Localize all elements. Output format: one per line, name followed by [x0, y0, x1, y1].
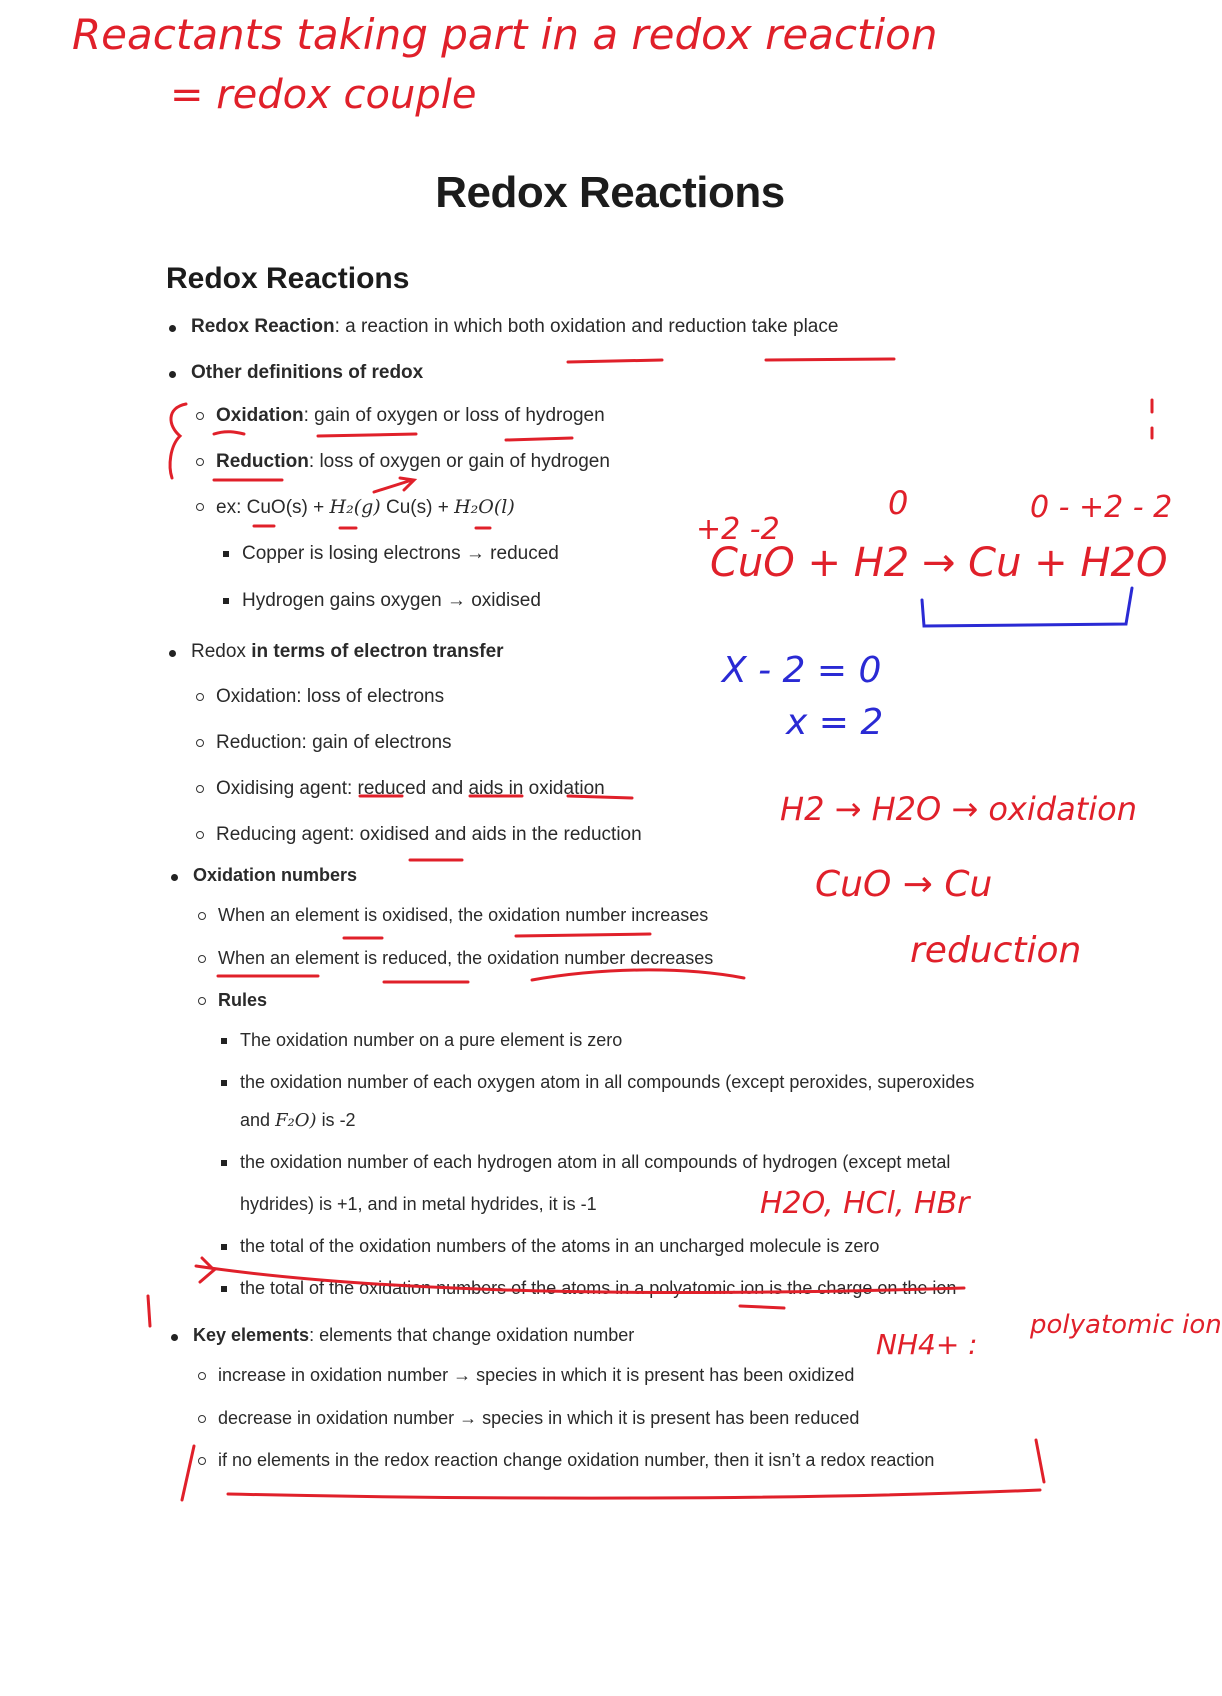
underline-mark: [196, 1266, 964, 1293]
heading-text: Other definitions of redox: [191, 362, 424, 383]
underline-mark: [218, 970, 744, 982]
term-label: Redox Reaction: [191, 316, 335, 337]
handwritten-calc-line2: x = 2: [786, 702, 884, 743]
example-math: H₂(g): [329, 496, 381, 518]
brace-mark: [170, 404, 186, 478]
list-item: When an element is reduced, the oxidation number decreases: [218, 948, 714, 968]
list-item: the oxidation number of each oxygen atom in all compounds (except peroxides, superoxides: [240, 1072, 975, 1092]
list-item: decrease in oxidation number → species in which it is present has been reduced: [218, 1408, 860, 1428]
page-title: Redox Reactions: [435, 168, 785, 217]
underline-mark: [740, 1306, 784, 1308]
handwritten-reduction-word: reduction: [910, 930, 1082, 971]
handwritten-oxidation-states-left: +2 -2: [696, 512, 780, 547]
list-item: increase in oxidation number → species in which it is present has been oxidized: [218, 1365, 855, 1385]
example-math: H₂O(l): [454, 496, 515, 518]
list-item: When an element is oxidised, the oxidation number increases: [218, 905, 709, 925]
example-text: Cu(s) +: [385, 497, 449, 518]
handwritten-equation: CuO + H2 → Cu + H2O: [710, 540, 1168, 586]
list-item: Copper is losing electrons → reduced: [242, 543, 559, 564]
list-item: Oxidising agent: reduced and aids in oxidation: [216, 778, 605, 799]
underline-mark: [568, 359, 894, 362]
list-item: The oxidation number on a pure element is zero: [240, 1030, 623, 1050]
underline-mark: [254, 526, 490, 528]
term-label: in terms of electron transfer: [251, 641, 504, 662]
underline-mark: [214, 432, 572, 440]
underline-mark: [228, 1490, 1040, 1498]
example-text: ex: CuO(s) +: [216, 497, 325, 518]
term-label: Key elements: [193, 1325, 310, 1345]
underline-mark: [360, 796, 632, 798]
handwritten-reduction-line: CuO → Cu: [815, 864, 993, 905]
list-item: the total of the oxidation numbers of the atoms in an uncharged molecule is zero: [240, 1236, 880, 1256]
bracket-mark: [922, 588, 1132, 626]
term-text: : gain of oxygen or loss of hydrogen: [303, 405, 605, 426]
term-text: : a reaction in which both oxidation and reduction take place: [334, 316, 839, 337]
handwritten-redox-couple: = redox couple: [170, 72, 477, 118]
term-label: Oxidation: [216, 405, 304, 426]
handwritten-hydride-examples: H2O, HCl, HBr: [760, 1186, 970, 1221]
list-item: if no elements in the redox reaction change oxidation number, then it isn’t a redox reaction: [218, 1450, 935, 1470]
handwritten-oxidation-line: H2 → H2O → oxidation: [780, 790, 1137, 828]
arrow-mark: [374, 478, 414, 492]
handwritten-polyatomic-left: NH4+ :: [876, 1328, 978, 1361]
section-title: Redox Reactions: [166, 262, 410, 295]
handwritten-zero-h: 0: [888, 484, 909, 522]
rule-text: and: [240, 1110, 271, 1130]
bracket-mark: [182, 1440, 1044, 1500]
list-item: Reducing agent: oxidised and aids in the reduction: [216, 824, 642, 845]
list-item-continuation: hydrides) is +1, and in metal hydrides, it is -1: [240, 1194, 597, 1214]
list-item: the oxidation number of each hydrogen atom in all compounds of hydrogen (except metal: [240, 1152, 951, 1172]
handwritten-calc-line1: X - 2 = 0: [722, 650, 882, 691]
handwritten-polyatomic-right: polyatomic ion: [1030, 1310, 1222, 1340]
term-text: : loss of oxygen or gain of hydrogen: [308, 451, 610, 472]
term-text: : elements that change oxidation number: [309, 1325, 635, 1345]
handwritten-oxidation-states-right: 0 - +2 - 2: [1030, 490, 1173, 525]
underline-mark: [344, 934, 650, 938]
stroke-mark: [148, 1296, 150, 1326]
term-text: Redox: [191, 641, 246, 662]
list-item: Hydrogen gains oxygen → oxidised: [242, 590, 541, 611]
term-label: Reduction: [216, 451, 309, 472]
rule-text: is -2: [321, 1110, 356, 1130]
caret-mark: [200, 1258, 214, 1282]
list-item: Reduction: gain of electrons: [216, 732, 452, 753]
list-item: Oxidation: loss of electrons: [216, 686, 445, 707]
list-item: Oxidation numbers: [193, 865, 358, 885]
rule-math: F₂O): [275, 1110, 317, 1131]
handwritten-title-line: Reactants taking part in a redox reaction: [72, 10, 938, 59]
list-item: Rules: [218, 990, 268, 1010]
list-item: the total of the oxidation numbers of the atoms in a polyatomic ion is the charge on the ion: [240, 1278, 957, 1298]
